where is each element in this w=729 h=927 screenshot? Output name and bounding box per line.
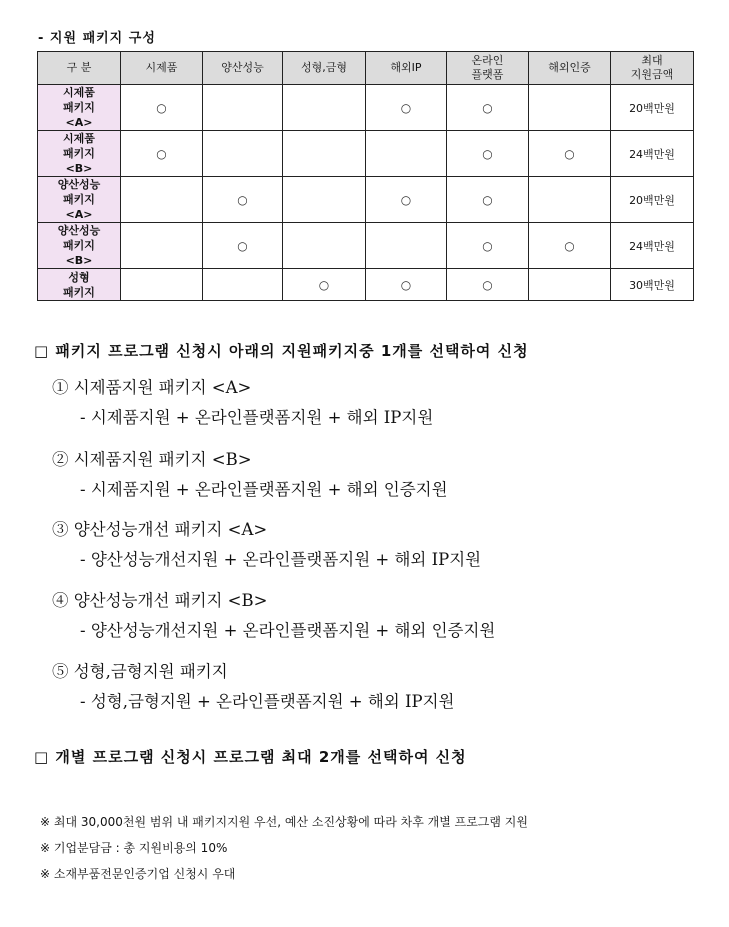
package-item-title: ⑤ 성형,금형지원 패키지 <box>52 662 228 681</box>
row-label: 시제품 패키지 <B> <box>38 131 121 177</box>
table-cell <box>529 131 611 177</box>
circle-mark-icon: ○ <box>400 100 412 115</box>
table-row <box>38 177 694 223</box>
header-max-amount: 최대 지원금액 <box>611 52 694 85</box>
table-cell <box>529 177 611 223</box>
circle-mark-icon: ○ <box>237 238 248 253</box>
circle-mark-icon: ○ <box>482 192 493 207</box>
package-item-title: ② 시제품지원 패키지 <B> <box>52 450 252 469</box>
max-amount-cell: 24백만원 <box>611 223 694 269</box>
circle-mark-icon: ○ <box>318 277 330 292</box>
header-online-platform: 온라인 플랫폼 <box>447 52 529 85</box>
header-overseas-cert: 해외인증 <box>529 52 611 85</box>
package-table <box>37 51 694 301</box>
circle-mark-icon: ○ <box>564 238 575 253</box>
package-item-title: ① 시제품지원 패키지 <A> <box>52 378 252 397</box>
table-row <box>38 131 694 177</box>
package-item-detail: - 시제품지원 + 온라인플랫폼지원 + 해외 IP지원 <box>80 408 434 427</box>
table-row <box>38 269 694 301</box>
table-cell <box>529 85 611 131</box>
package-item-title: ④ 양산성능개선 패키지 <B> <box>52 591 268 610</box>
table-cell <box>283 131 366 177</box>
note-preference: ※ 소재부품전문인증기업 신청시 우대 <box>40 867 236 881</box>
table-cell <box>447 269 529 301</box>
table-cell <box>529 269 611 301</box>
header-prototype: 시제품 <box>121 52 203 85</box>
table-cell <box>283 269 366 301</box>
header-overseas-ip: 해외IP <box>366 52 447 85</box>
note-budget: ※ 최대 30,000천원 범위 내 패키지지원 우선, 예산 소진상황에 따라 차후 개별 프로그램 지원 <box>40 815 528 829</box>
circle-mark-icon: ○ <box>156 146 167 161</box>
table-cell <box>121 85 203 131</box>
table-cell <box>203 177 283 223</box>
table-cell <box>203 269 283 301</box>
max-amount-cell: 20백만원 <box>611 85 694 131</box>
heading-individual-program: □ 개별 프로그램 신청시 프로그램 최대 2개를 선택하여 신청 <box>34 748 467 766</box>
row-label: 양산성능 패키지 <B> <box>38 223 121 269</box>
table-cell <box>283 177 366 223</box>
table-cell <box>447 177 529 223</box>
table-cell <box>366 85 447 131</box>
row-label: 양산성능 패키지 <A> <box>38 177 121 223</box>
circle-mark-icon: ○ <box>400 277 412 292</box>
table-cell <box>283 85 366 131</box>
header-molding: 성형,금형 <box>283 52 366 85</box>
table-cell <box>121 131 203 177</box>
table-cell <box>121 223 203 269</box>
row-label: 시제품 패키지 <A> <box>38 85 121 131</box>
table-cell <box>203 85 283 131</box>
circle-mark-icon: ○ <box>482 146 493 161</box>
heading-package-program: □ 패키지 프로그램 신청시 아래의 지원패키지중 1개를 선택하여 신청 <box>34 342 529 360</box>
table-cell <box>366 269 447 301</box>
row-label: 성형 패키지 <box>38 269 121 301</box>
package-item-detail: - 성형,금형지원 + 온라인플랫폼지원 + 해외 IP지원 <box>80 692 455 711</box>
table-cell <box>447 131 529 177</box>
header-category: 구 분 <box>38 52 121 85</box>
package-item-detail: - 양산성능개선지원 + 온라인플랫폼지원 + 해외 IP지원 <box>80 550 482 569</box>
circle-mark-icon: ○ <box>482 100 493 115</box>
package-item-detail: - 양산성능개선지원 + 온라인플랫폼지원 + 해외 인증지원 <box>80 621 496 640</box>
circle-mark-icon: ○ <box>482 238 493 253</box>
circle-mark-icon: ○ <box>156 100 167 115</box>
circle-mark-icon: ○ <box>237 192 248 207</box>
table-cell <box>529 223 611 269</box>
table-cell <box>203 223 283 269</box>
table-cell <box>121 177 203 223</box>
max-amount-cell: 30백만원 <box>611 269 694 301</box>
table-header-row <box>38 52 694 85</box>
table-cell <box>283 223 366 269</box>
section-title: - 지원 패키지 구성 <box>38 31 156 46</box>
table-row <box>38 223 694 269</box>
package-item-title: ③ 양산성능개선 패키지 <A> <box>52 520 268 539</box>
circle-mark-icon: ○ <box>482 277 493 292</box>
table-row <box>38 85 694 131</box>
table-cell <box>121 269 203 301</box>
table-cell <box>366 131 447 177</box>
circle-mark-icon: ○ <box>400 192 412 207</box>
table-cell <box>366 223 447 269</box>
table-cell <box>203 131 283 177</box>
max-amount-cell: 20백만원 <box>611 177 694 223</box>
table-cell <box>366 177 447 223</box>
table-cell <box>447 223 529 269</box>
note-contribution: ※ 기업분담금 : 총 지원비용의 10% <box>40 841 228 855</box>
header-mass-production: 양산성능 <box>203 52 283 85</box>
max-amount-cell: 24백만원 <box>611 131 694 177</box>
table-cell <box>447 85 529 131</box>
package-item-detail: - 시제품지원 + 온라인플랫폼지원 + 해외 인증지원 <box>80 480 448 499</box>
circle-mark-icon: ○ <box>564 146 575 161</box>
